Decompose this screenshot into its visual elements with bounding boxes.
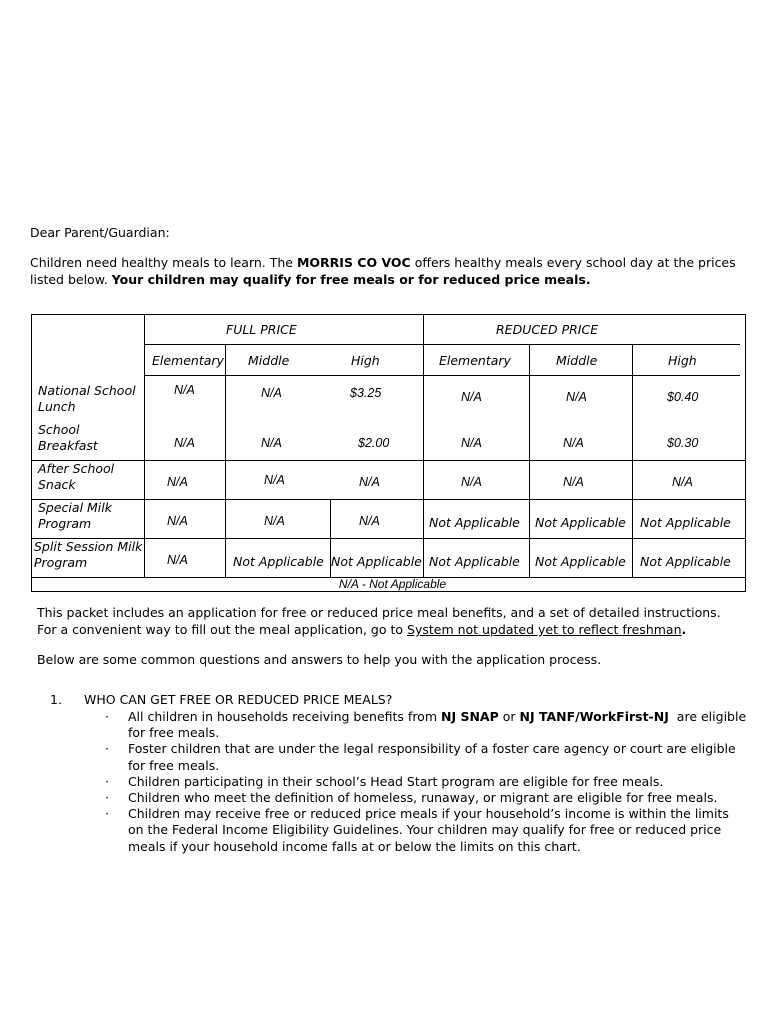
cell-lunch-reduced-middle: N/A — [566, 390, 587, 404]
header-reduced-price: REDUCED PRICE — [496, 322, 599, 337]
table-footnote: N/A - Not Applicable — [338, 577, 447, 591]
question-number: 1. — [50, 692, 62, 707]
cell-snack-reduced-high: N/A — [672, 475, 693, 489]
cell-breakfast-full-high: $2.00 — [358, 436, 390, 450]
label-column-divider — [144, 314, 145, 577]
header-full-price: FULL PRICE — [226, 322, 297, 337]
cell-special-milk-reduced-high: Not Applicable — [640, 515, 731, 530]
nj-tanf: NJ TANF/WorkFirst-NJ — [519, 709, 669, 724]
cell-breakfast-full-elementary: N/A — [174, 436, 195, 450]
subheader-full-elementary: Elementary — [152, 353, 224, 368]
cell-snack-full-high: N/A — [359, 475, 380, 489]
intro-paragraph — [30, 254, 742, 288]
col-divider-4 — [632, 344, 633, 577]
table-border-top — [31, 314, 746, 315]
row-label-special-milk: Special Milk Program — [38, 500, 112, 531]
table-border-right — [745, 314, 746, 592]
cell-special-milk-full-elementary: N/A — [167, 514, 188, 528]
header-divider — [144, 344, 740, 345]
cell-breakfast-full-middle: N/A — [261, 436, 282, 450]
info-line-2-prefix: For a convenient way to fill out the meal application, go to — [37, 622, 408, 637]
subheader-reduced-elementary: Elementary — [439, 353, 511, 368]
application-info — [37, 604, 747, 638]
qualify-statement: Your children may qualify for free meals or for reduced price meals. — [111, 272, 591, 287]
school-name: MORRIS CO VOC — [296, 255, 411, 270]
intro-text-2: offers healthy meals every school day at the prices listed below. — [30, 255, 736, 287]
cell-snack-reduced-middle: N/A — [563, 475, 584, 489]
cell-split-milk-reduced-high: Not Applicable — [640, 554, 731, 569]
cell-lunch-reduced-high: $0.40 — [667, 390, 699, 404]
row-label-breakfast: School Breakfast — [38, 422, 98, 453]
row-label-split-session-milk: Split Session Milk Program — [34, 539, 143, 570]
cell-split-milk-full-middle: Not Applicable — [233, 554, 324, 569]
cell-breakfast-reduced-high: $0.30 — [667, 436, 699, 450]
list-item: · Children may receive free or reduced price meals if your household’s income is within the limits on the Federal Income Eligibility Guidelines. Your children may qualify for free or reduced price meals if your household income falls at or below the limits on this chart. — [105, 806, 729, 854]
cell-lunch-full-middle: N/A — [261, 386, 282, 400]
bullet-icon: · — [105, 806, 109, 822]
bullet-icon: · — [105, 773, 109, 789]
col-divider-3 — [529, 344, 530, 577]
row-divider-1 — [31, 460, 746, 461]
list-item: · Children who meet the definition of homeless, runaway, or migrant are eligible for free meals. — [105, 790, 718, 806]
cell-special-milk-full-high: N/A — [359, 514, 380, 528]
cell-lunch-full-high: $3.25 — [350, 386, 382, 400]
salutation: Dear Parent/Guardian: — [30, 225, 170, 240]
cell-breakfast-reduced-elementary: N/A — [461, 436, 482, 450]
bullet-icon: · — [105, 790, 109, 806]
cell-snack-full-elementary: N/A — [167, 475, 188, 489]
info-line-1: This packet includes an application for free or reduced price meal benefits, and a set of detailed instructions. — [37, 605, 721, 620]
cell-lunch-full-elementary: N/A — [174, 383, 195, 397]
col-divider-1 — [225, 344, 226, 577]
subheader-reduced-middle: Middle — [556, 353, 598, 368]
cell-special-milk-reduced-elementary: Not Applicable — [429, 515, 520, 530]
bullet-icon: · — [105, 741, 109, 757]
application-link[interactable]: System not updated yet to reflect freshman — [407, 622, 682, 637]
list-item: · Children participating in their school’s Head Start program are eligible for free meals. — [105, 773, 664, 789]
qa-intro: Below are some common questions and answers to help you with the application process. — [37, 652, 602, 667]
table-border-left — [31, 314, 32, 592]
question-title: WHO CAN GET FREE OR REDUCED PRICE MEALS? — [84, 692, 393, 707]
cell-special-milk-full-middle: N/A — [264, 514, 285, 528]
row-label-lunch: National School Lunch — [38, 383, 136, 414]
meal-price-table — [31, 314, 746, 592]
row-label-snack: After School Snack — [38, 461, 115, 492]
subheader-reduced-high: High — [668, 353, 697, 368]
info-line-2-suffix: . — [681, 622, 687, 637]
cell-snack-reduced-elementary: N/A — [461, 475, 482, 489]
subheader-divider — [144, 375, 740, 376]
cell-lunch-reduced-elementary: N/A — [461, 390, 482, 404]
eligibility-list — [98, 709, 751, 855]
price-group-divider — [423, 314, 424, 577]
subheader-full-high: High — [351, 353, 380, 368]
table-border-bottom — [31, 591, 746, 592]
list-item: · Foster children that are under the legal responsibility of a foster care agency or court are eligible for free meals. — [105, 741, 736, 773]
cell-breakfast-reduced-middle: N/A — [563, 436, 584, 450]
row-divider-2 — [31, 499, 746, 500]
cell-split-milk-reduced-middle: Not Applicable — [535, 554, 626, 569]
cell-snack-full-middle: N/A — [264, 473, 285, 487]
cell-split-milk-full-high: Not Applicable — [331, 554, 422, 569]
intro-text: Children need healthy meals to learn. The — [30, 255, 297, 270]
nj-snap: NJ SNAP — [440, 709, 499, 724]
cell-split-milk-full-elementary: N/A — [167, 553, 188, 567]
list-item: · All children in households receiving benefits from NJ SNAP or NJ TANF/WorkFirst-NJ are eligible for free meals. — [105, 709, 751, 741]
bullet-icon: · — [105, 709, 109, 724]
subheader-full-middle: Middle — [248, 353, 290, 368]
cell-special-milk-reduced-middle: Not Applicable — [535, 515, 626, 530]
cell-split-milk-reduced-elementary: Not Applicable — [429, 554, 520, 569]
